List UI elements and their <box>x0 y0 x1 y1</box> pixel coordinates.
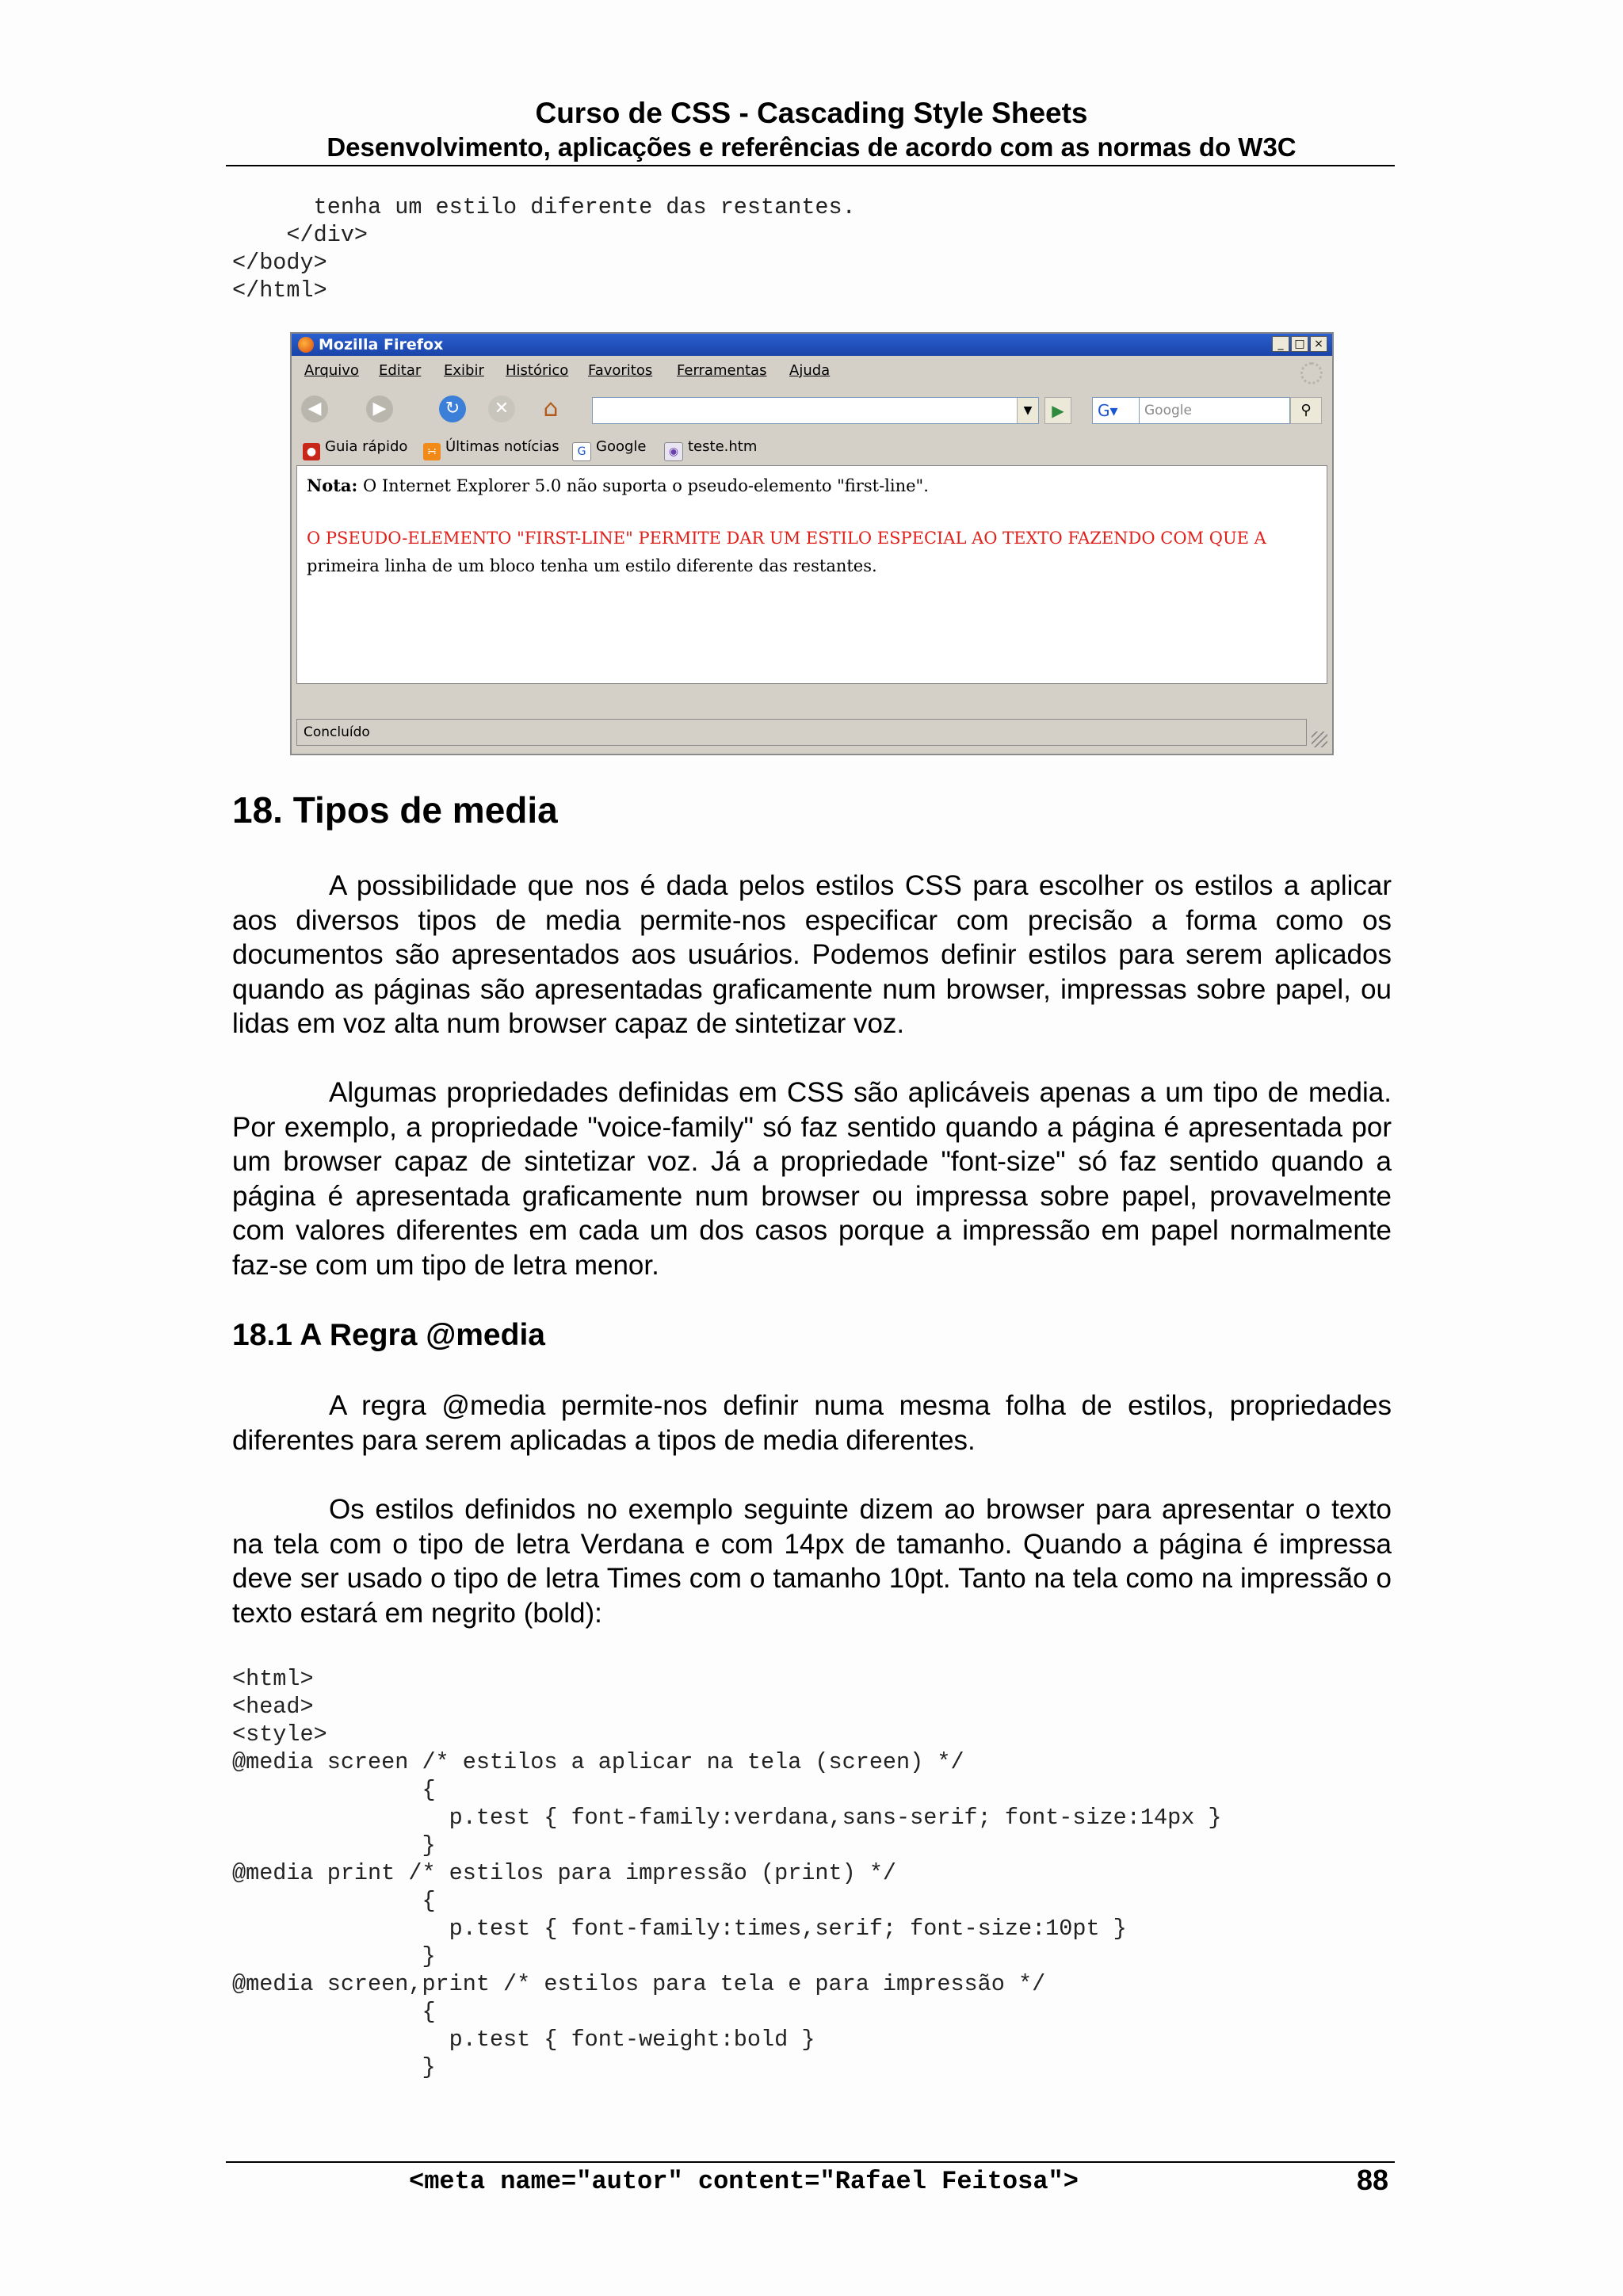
maximize-button[interactable]: □ <box>1291 336 1308 352</box>
menu-arquivo[interactable]: Arquivo <box>304 362 359 379</box>
menu-historico[interactable]: Histórico <box>506 362 569 379</box>
bookmarks-toolbar <box>292 430 1332 465</box>
firefox-help-icon: ● <box>303 443 320 460</box>
reload-icon[interactable]: ↻ <box>439 395 466 422</box>
menu-bar <box>292 356 1332 386</box>
browser-screenshot <box>290 332 1334 755</box>
subsection-paragraph-2: Os estilos definidos no exemplo seguinte dizem ao browser para apresentar o texto na tela com o tipo de letra Verdana e com 14px de tamanho. Quando a página é impressa deve ser usado o tipo de letra Times com o tamanho 10pt. Tanto na tela como na impressão o texto estará em negrito (bold): <box>232 1494 1392 1629</box>
minimize-button[interactable]: _ <box>1272 336 1289 352</box>
rss-feed-icon: ∺ <box>423 443 441 460</box>
note-text: O Internet Explorer 5.0 não suporta o pseudo-elemento "first-line". <box>357 476 929 495</box>
section-heading: 18. Tipos de media <box>232 789 558 831</box>
footer-author-meta: <meta name="autor" content="Rafael Feitosa"> <box>409 2167 1079 2196</box>
header-title: Curso de CSS - Cascading Style Sheets <box>535 97 1088 129</box>
header-subtitle: Desenvolvimento, aplicações e referências de acordo com as normas do W3C <box>327 132 1296 162</box>
code-example: <html> <head> <style> @media screen /* estilos a aplicar na tela (screen) */ { p.test { font-family:verdana,sans-serif; font-size:14px } } @media print /* estilos para impressão (print) */ { p.test { font-family:times,serif; font-size:10pt } } @media screen,print /* estilos para tela e para impressão */ { p.test { font-weight:bold } } <box>232 1666 1222 2080</box>
firefox-logo-icon <box>298 337 314 353</box>
section-paragraph-2: Algumas propriedades definidas em CSS são aplicáveis apenas a um tipo de media. Por exemplo, a propriedade "voice-family" só faz sentido quando a página é apresentada por um browser capaz de sintetizar voz. Já a propriedade "font-size" só faz sentido quando a página é apresentada graficamente num browser ou impressa sobre papel, provavelmente com valores diferentes em cada um dos casos porque a impressão em papel normalmente faz-se com um tipo de letra menor. <box>232 1077 1392 1281</box>
go-icon[interactable]: ▶ <box>1044 397 1071 424</box>
bookmark-guia-rapido[interactable]: ● Guia rápido <box>303 438 407 460</box>
page-icon: ◉ <box>664 442 683 461</box>
back-arrow-icon[interactable]: ◀ <box>301 395 328 422</box>
bookmark-google[interactable]: G Google <box>572 438 646 461</box>
menu-favoritos[interactable]: Favoritos <box>588 362 653 379</box>
header-rule <box>226 165 1395 166</box>
forward-arrow-icon[interactable]: ▶ <box>366 395 393 422</box>
second-line-text: primeira linha de um bloco tenha um estilo diferente das restantes. <box>307 556 877 575</box>
resize-grip-icon[interactable] <box>1312 732 1327 747</box>
close-button[interactable]: × <box>1310 336 1327 352</box>
window-titlebar <box>292 334 1332 356</box>
status-bar: Concluído <box>296 719 1307 746</box>
throbber-icon <box>1300 362 1323 384</box>
footer-rule <box>226 2161 1395 2163</box>
menu-ferramentas[interactable]: Ferramentas <box>677 362 767 379</box>
bookmark-ultimas-noticias[interactable]: ∺ Últimas notícias <box>423 438 559 460</box>
menu-editar[interactable]: Editar <box>379 362 422 379</box>
home-icon[interactable]: ⌂ <box>543 395 559 422</box>
stop-icon[interactable]: ✕ <box>488 395 515 422</box>
chevron-down-icon[interactable]: ▼ <box>1017 398 1038 423</box>
note-label: Nota: <box>307 476 358 495</box>
first-line-text: O PSEUDO-ELEMENTO "FIRST-LINE" PERMITE DAR UM ESTILO ESPECIAL AO TEXTO FAZENDO COM QUE A <box>307 529 1266 548</box>
note-line <box>307 476 929 495</box>
window-title: Mozilla Firefox <box>319 336 444 353</box>
menu-ajuda[interactable]: Ajuda <box>789 362 831 379</box>
search-icon[interactable]: ⚲ <box>1290 397 1322 424</box>
code-snippet-top: tenha um estilo diferente das restantes. </div> </body> </html> <box>232 194 856 304</box>
navigation-toolbar <box>292 386 1332 430</box>
page-number: 88 <box>1357 2164 1389 2196</box>
section-paragraph-1: A possibilidade que nos é dada pelos estilos CSS para escolher os estilos a aplicar aos diversos tipos de media permite-nos especificar com precisão a forma como os documentos são apresentados aos usuários. Podemos definir estilos para serem aplicados quando as páginas são apresentadas graficamente num browser, impressas sobre papel, ou lidas em voz alta num browser capaz de sintetizar voz. <box>232 870 1392 1039</box>
address-bar[interactable] <box>592 397 1039 424</box>
google-search-engine-icon[interactable]: G▾ <box>1092 397 1140 424</box>
search-input[interactable]: Google <box>1140 397 1290 424</box>
menu-exibir[interactable]: Exibir <box>444 362 484 379</box>
subsection-heading: 18.1 A Regra @media <box>232 1318 545 1352</box>
bookmark-teste[interactable]: ◉ teste.htm <box>664 438 757 461</box>
subsection-paragraph-1: A regra @media permite-nos definir numa mesma folha de estilos, propriedades diferentes para serem aplicadas a tipos de media diferentes. <box>232 1390 1392 1456</box>
google-icon: G <box>572 442 591 461</box>
browser-content-area <box>296 465 1327 684</box>
